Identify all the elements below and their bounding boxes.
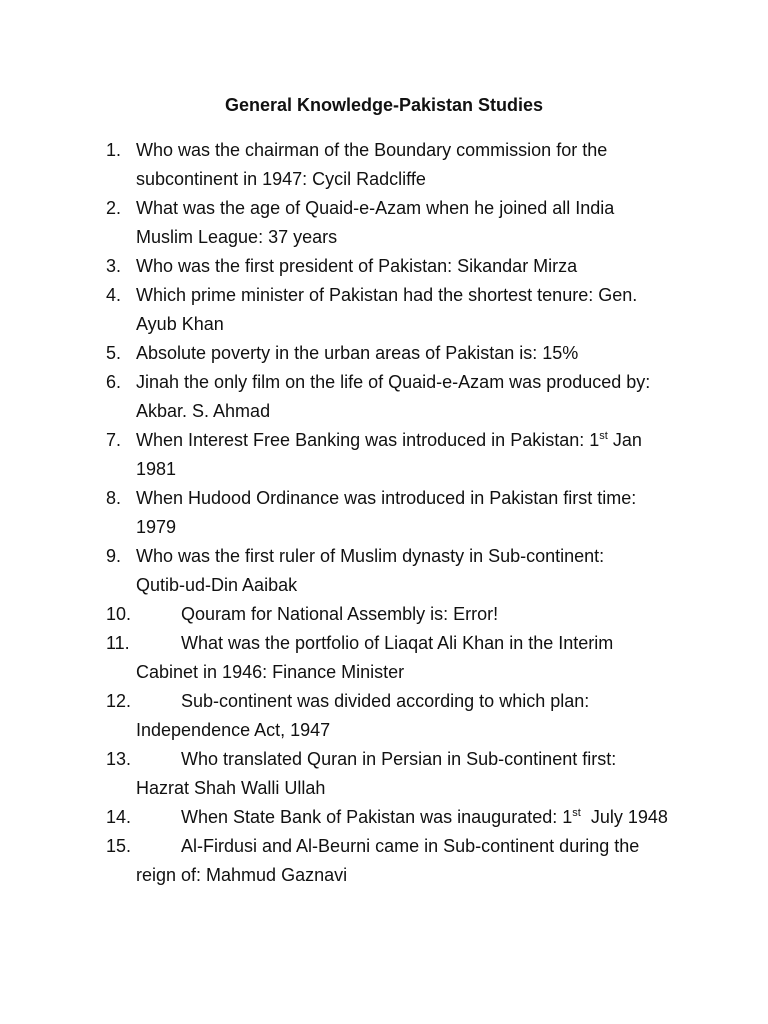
ordinal-suffix: st [599, 430, 608, 442]
question-number: 5. [106, 343, 122, 363]
question-item [0, 426, 768, 484]
question-text-part: Qouram for National Assembly is: Error! [181, 604, 499, 624]
question-number: 12. [106, 691, 132, 711]
question-number: 10. [106, 604, 132, 624]
question-item [0, 542, 768, 600]
question-item [0, 252, 768, 281]
question-item [0, 136, 768, 194]
question-text: Jinah the only film on the life of Quaid-e-Azam was produced by: [136, 372, 651, 392]
question-item [0, 745, 768, 803]
question-answer-line: 1979 [136, 517, 177, 537]
question-text [136, 687, 698, 716]
question-answer-line: Muslim League: 37 years [136, 227, 338, 247]
question-text-part: What was the portfolio of Liaqat Ali Khan in the Interim [181, 633, 614, 653]
question-text: Who was the chairman of the Boundary commission for the [136, 140, 608, 160]
question-text-part: Sub-continent was divided according to which plan: [181, 691, 590, 711]
question-item [0, 194, 768, 252]
question-answer-line: Independence Act, 1947 [136, 720, 331, 740]
question-number: 14. [106, 807, 132, 827]
question-answer-line: Qutib-ud-Din Aaibak [136, 575, 298, 595]
question-text-part: Who translated Quran in Persian in Sub-continent first: [181, 749, 617, 769]
question-number: 3. [106, 256, 122, 276]
question-text-part: Jan [607, 430, 642, 450]
question-text: What was the age of Quaid-e-Azam when he joined all India [136, 198, 615, 218]
question-text: Who was the first president of Pakistan: Sikandar Mirza [136, 256, 578, 276]
question-item [0, 803, 768, 832]
question-item [0, 339, 768, 368]
question-answer-line: reign of: Mahmud Gaznavi [136, 865, 348, 885]
question-item [0, 484, 768, 542]
question-text [136, 600, 698, 629]
question-answer-line: Hazrat Shah Walli Ullah [136, 778, 326, 798]
question-answer-line: 1981 [136, 459, 177, 479]
question-number: 15. [106, 836, 132, 856]
question-text [136, 832, 698, 861]
question-text [136, 803, 698, 832]
question-item [0, 281, 768, 339]
question-text [136, 745, 698, 774]
question-item [0, 629, 768, 687]
question-text: Absolute poverty in the urban areas of Pakistan is: 15% [136, 343, 579, 363]
question-number: 9. [106, 546, 122, 566]
question-text [136, 426, 698, 455]
question-item [0, 600, 768, 629]
question-text: When Hudood Ordinance was introduced in Pakistan first time: [136, 488, 637, 508]
question-answer-line: Ayub Khan [136, 314, 224, 334]
question-answer-line: subcontinent in 1947: Cycil Radcliffe [136, 169, 426, 189]
question-text-part: When Interest Free Banking was introduced in Pakistan: 1 [136, 430, 600, 450]
question-text-part: Al-Firdusi and Al-Beurni came in Sub-continent during the [181, 836, 640, 856]
question-list [0, 136, 768, 890]
ordinal-suffix: st [572, 807, 581, 819]
question-text [136, 629, 698, 658]
question-text-part: When State Bank of Pakistan was inaugurated: 1 [181, 807, 573, 827]
question-text-part: July 1948 [580, 807, 668, 827]
question-number: 6. [106, 372, 122, 392]
question-item [0, 368, 768, 426]
question-item [0, 687, 768, 745]
question-answer-line: Cabinet in 1946: Finance Minister [136, 662, 405, 682]
question-text: Who was the first ruler of Muslim dynasty in Sub-continent: [136, 546, 605, 566]
question-text: Which prime minister of Pakistan had the shortest tenure: Gen. [136, 285, 638, 305]
question-number: 4. [106, 285, 122, 305]
question-number: 11. [106, 633, 130, 653]
question-number: 13. [106, 749, 132, 769]
question-number: 8. [106, 488, 122, 508]
question-item [0, 832, 768, 890]
question-number: 2. [106, 198, 122, 218]
question-number: 1. [106, 140, 122, 160]
question-number: 7. [106, 430, 122, 450]
question-answer-line: Akbar. S. Ahmad [136, 401, 271, 421]
document-title: General Knowledge-Pakistan Studies [224, 95, 544, 115]
